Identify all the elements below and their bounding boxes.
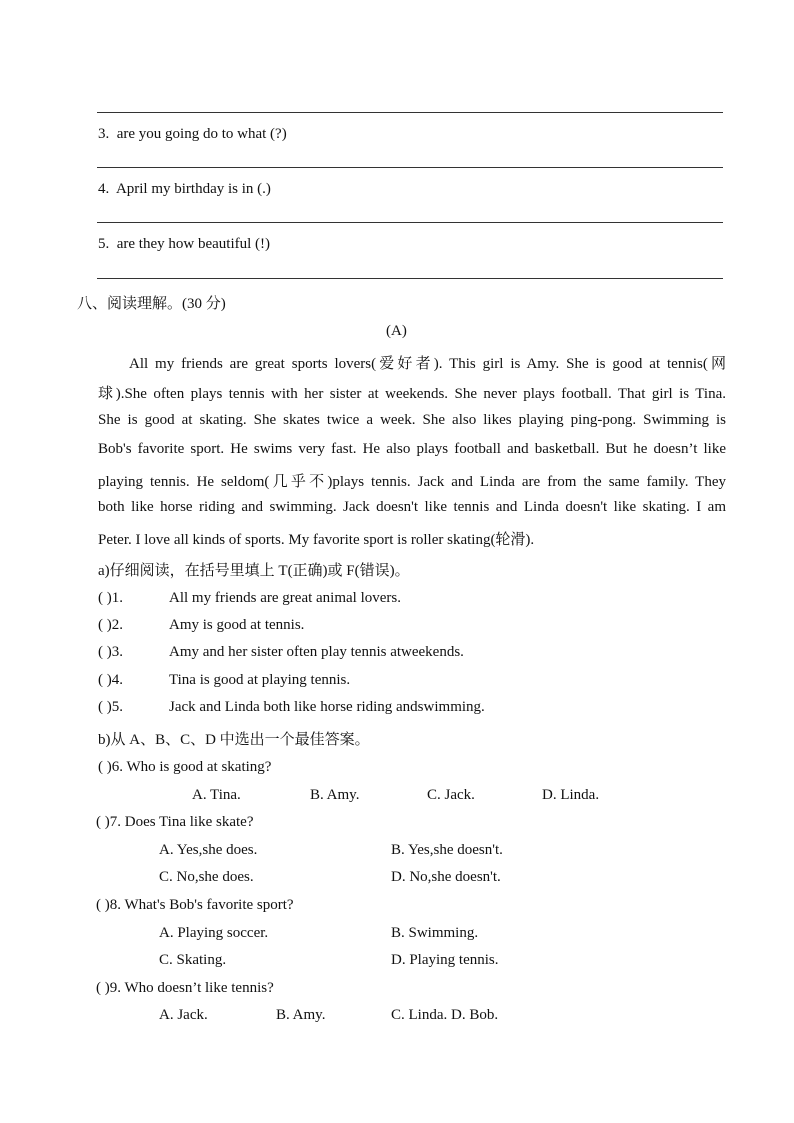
answer-line-4[interactable] bbox=[97, 222, 723, 223]
question-text: Amy is good at tennis. bbox=[169, 617, 305, 633]
passage-line: All my friends are great sports lovers(爱好者). This girl is Amy. She is good at tennis(网 bbox=[129, 356, 726, 372]
answer-line-5[interactable] bbox=[97, 278, 723, 279]
question-stem[interactable]: ( )8. What's Bob's favorite sport? bbox=[96, 897, 294, 913]
section-heading: 八、阅读理解。(30 分) bbox=[77, 296, 226, 312]
passage-line: Bob's favorite sport. He swims very fast. He also plays football and basketball. But he doesn’t like bbox=[98, 441, 726, 457]
reorder-item-text: are they how beautiful (!) bbox=[116, 236, 271, 252]
reorder-item-4 bbox=[98, 181, 271, 198]
part-a-instruction: a)仔细阅读，在括号里填上 T(正确)或 F(错误)。 bbox=[98, 563, 410, 579]
option-c[interactable]: C. No,she does. bbox=[159, 869, 254, 885]
answer-line-3[interactable] bbox=[97, 167, 723, 168]
option-b[interactable]: B. Amy. bbox=[310, 787, 360, 803]
answer-paren[interactable]: ( )2. bbox=[98, 617, 123, 633]
question-stem[interactable]: ( )7. Does Tina like skate? bbox=[96, 814, 254, 830]
passage-line: both like horse riding and swimming. Jack doesn't like tennis and Linda doesn't like skating. I am bbox=[98, 499, 726, 515]
answer-paren[interactable]: ( )5. bbox=[98, 699, 123, 715]
question-text: Amy and her sister often play tennis atweekends. bbox=[169, 644, 464, 660]
passage-line: Peter. I love all kinds of sports. My favorite sport is roller skating(轮滑). bbox=[98, 532, 535, 548]
part-b-instruction: b)从 A、B、C、D 中选出一个最佳答案。 bbox=[98, 732, 370, 748]
reorder-item-number: 5. bbox=[98, 236, 110, 252]
question-text: Jack and Linda both like horse riding andswimming. bbox=[169, 699, 485, 715]
reorder-item-5 bbox=[98, 236, 270, 253]
question-text: All my friends are great animal lovers. bbox=[169, 590, 402, 606]
option-d[interactable]: D. No,she doesn't. bbox=[391, 869, 501, 885]
question-stem[interactable]: ( )9. Who doesn’t like tennis? bbox=[96, 980, 274, 996]
passage-label: (A) bbox=[386, 323, 407, 339]
answer-paren[interactable]: ( )3. bbox=[98, 644, 123, 660]
option-d[interactable]: D. Playing tennis. bbox=[391, 952, 499, 968]
answer-paren[interactable]: ( )4. bbox=[98, 672, 123, 688]
passage-line: 球).She often plays tennis with her sister at weekends. She never plays football. That girl is Tina. bbox=[98, 386, 726, 402]
answer-paren[interactable]: ( )1. bbox=[98, 590, 123, 606]
reorder-item-text: April my birthday is in (.) bbox=[115, 181, 271, 197]
option-d[interactable]: D. Linda. bbox=[542, 787, 600, 803]
option-a[interactable]: A. Jack. bbox=[159, 1007, 208, 1023]
passage-line: playing tennis. He seldom(几乎不)plays tennis. Jack and Linda are from the same family. They bbox=[98, 474, 726, 490]
option-a[interactable]: A. Playing soccer. bbox=[159, 925, 269, 941]
reorder-item-text: are you going do to what (?) bbox=[116, 126, 287, 142]
option-b[interactable]: B. Amy. bbox=[276, 1007, 326, 1023]
option-b[interactable]: B. Yes,she doesn't. bbox=[391, 842, 503, 858]
passage-line: She is good at skating. She skates twice a week. She also likes playing ping-pong. Swimming is bbox=[98, 412, 726, 428]
option-c[interactable]: C. Skating. bbox=[159, 952, 227, 968]
question-text: Tina is good at playing tennis. bbox=[169, 672, 351, 688]
option-b[interactable]: B. Swimming. bbox=[391, 925, 479, 941]
reorder-item-number: 3. bbox=[98, 126, 110, 142]
option-a[interactable]: A. Yes,she does. bbox=[159, 842, 258, 858]
option-a[interactable]: A. Tina. bbox=[192, 787, 241, 803]
option-c-d[interactable]: C. Linda. D. Bob. bbox=[391, 1007, 499, 1023]
reorder-item-3 bbox=[98, 126, 287, 143]
reorder-item-number: 4. bbox=[98, 181, 110, 197]
question-stem[interactable]: ( )6. Who is good at skating? bbox=[98, 759, 272, 775]
option-c[interactable]: C. Jack. bbox=[427, 787, 475, 803]
answer-line-2[interactable] bbox=[97, 112, 723, 113]
